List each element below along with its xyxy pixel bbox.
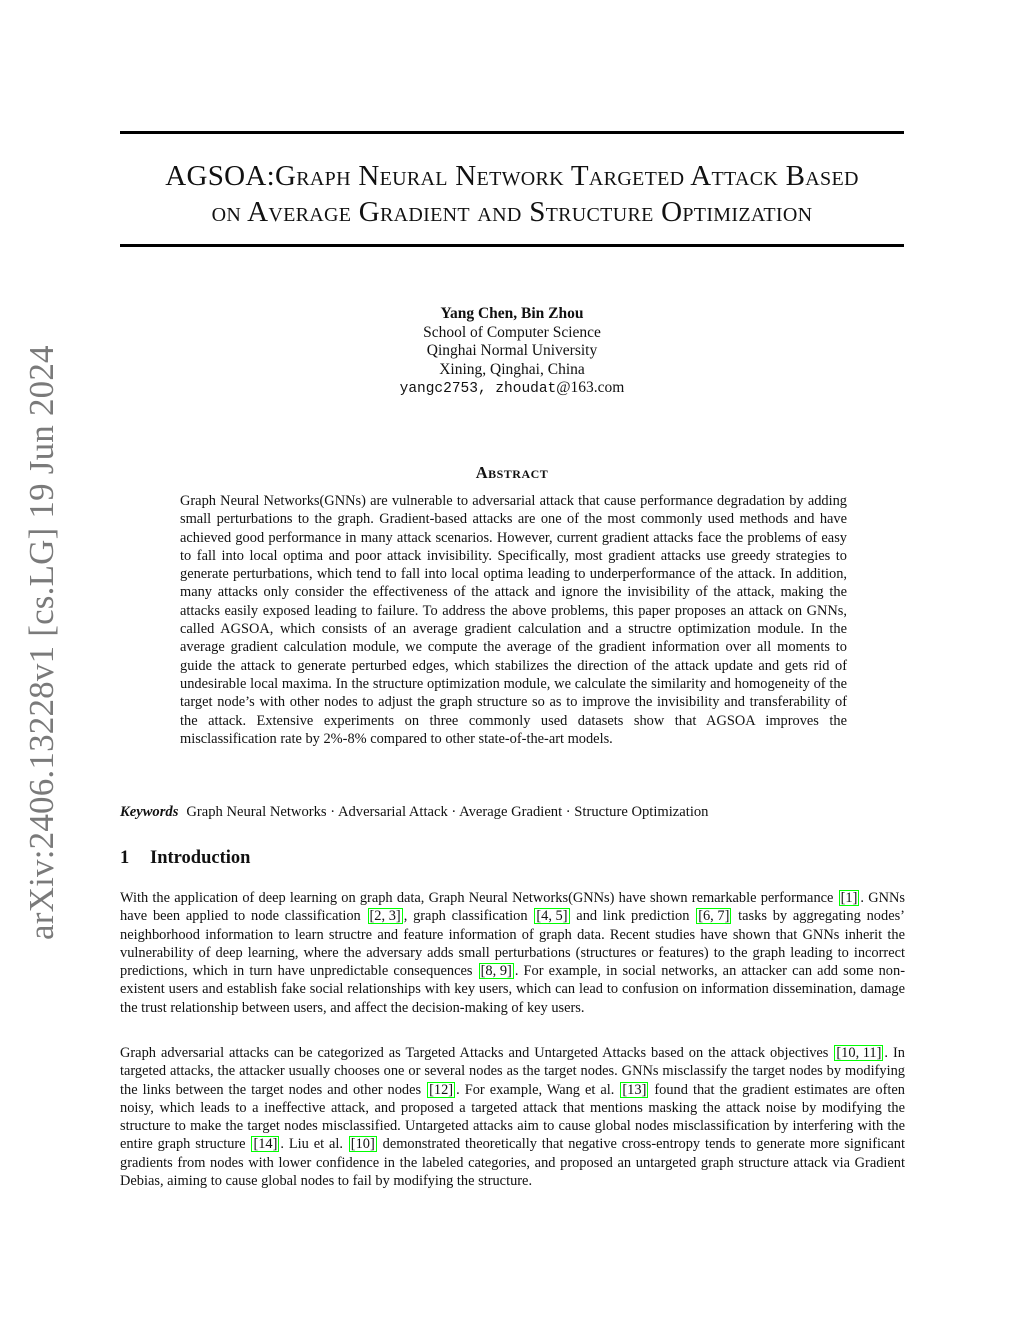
keywords-line (120, 803, 904, 821)
intro-paragraph-1: With the application of deep learning on graph data, Graph Neural Networks(GNNs) have shown remarkable performance [1] . GNNs have been applied to node classification [2, 3] , graph classification [4, 5] and link prediction [6, 7] tasks by aggregating nodes’ neighborhood information to learn structre and feature information of graph data. Recent studies have shown that GNNs inherit the vulnerability of deep learning, where the adversary adds small perturbations (structures or features) to the graph leading to incorrect predictions, which in turn have unpredictable consequences [8, 9] . For example, in social networks, an attacker can add some non-existent users and establish fake social relationships with key users, which can lead to confusion on information dissemination, damage the trust relationship between users, and affect the decision-making of key users. (120, 890, 905, 1016)
citation-link[interactable]: [8, 9] (480, 963, 512, 980)
citation-link[interactable]: [13] (622, 1081, 647, 1098)
arxiv-identifier[interactable]: arXiv:2406.13228v1 [cs.LG] 19 Jun 2024 (22, 345, 61, 940)
citation-link[interactable]: [4, 5] (536, 908, 568, 925)
citation-link[interactable]: [2, 3] (369, 908, 401, 925)
citation-link[interactable]: [1] (840, 890, 858, 906)
title-line-1: AGSOA:Graph Neural Network Targeted Attack Based (165, 160, 859, 192)
author-department: School of Computer Science (423, 323, 601, 341)
citation-link[interactable]: [10] (350, 1136, 375, 1153)
author-university: Qinghai Normal University (426, 342, 598, 359)
citation-link[interactable]: [10, 11] (836, 1045, 882, 1061)
section-heading-introduction (120, 848, 250, 869)
title-top-rule (120, 131, 904, 134)
section-number: 1 (120, 848, 130, 868)
intro-paragraph-2: Graph adversarial attacks can be categorized as Targeted Attacks and Untargeted Attacks based on the attack objectives [10, 11] . In targeted attacks, the attacker usually chooses one or several nodes as the target nodes. GNNs misclassify the target nodes by modifying the links between the target nodes and other nodes [12] . For example, Wang et al. [13] found that the gradient estimates are often noisy, which leads to a ineffective attack, and proposed a targeted attack that mentions masking the attack noise by modifying the structure to make the target nodes misclassified. Untargeted attacks aim to cause global nodes misclassification by interfering with the entire graph structure [14] . Liu et al. [10] demonstrated theoretically that negative cross-entropy tends to generate more significant gradients from nodes with lower confidence in the labeled categories, and proposed an untargeted graph structure attack via Gradient Debias, aiming to cause global nodes to fail by modifying the structure. (120, 1045, 905, 1190)
abstract-heading: Abstract (475, 463, 549, 482)
abstract-body: Graph Neural Networks(GNNs) are vulnerable to adversarial attack that cause performance degradation by adding small perturbations to the graph. Gradient-based attacks are one of the most commonly used methods and have achieved good performance in many attack scenarios. However, current gradient attacks face the problems of easy to fall into local optima and poor attack invisibility. Specifically, most gradient attacks use greedy strategies to generate perturbations, which tend to fall into local optima leading to underperformance of the attack. In addition, many attacks only consider the effectiveness of the attack and ignore the invisibility of the attack, making the attacks easily exposed leading to failure. To address the above problems, this paper proposes an attack on GNNs, called AGSOA, which consists of an average gradient calculation and a structre optimization module. In the average gradient calculation module, we compute the average of the gradient information over all moments to guide the attack to generate perturbed edges, which stabilizes the direction of the attack update and gets rid of undesirable local maxima. In the structure optimization module, we calculate the similarity and homogeneity of the target node’s with other nodes to adjust the graph structure so as to improve the invisibility and transferability of the attack. Extensive experiments on three commonly used datasets show that AGSOA improves the misclassification rate by 2%-8% compared to other state-of-the-art models. (180, 493, 847, 747)
author-location: Xining, Qinghai, China (439, 360, 585, 378)
keywords-label: Keywords (120, 804, 179, 820)
title-line-2: on Average Gradient and Structure Optimization (211, 196, 813, 228)
citation-link[interactable]: [14] (253, 1136, 278, 1153)
title-bottom-rule (120, 244, 904, 247)
paper-title (120, 158, 904, 230)
keywords-list: Graph Neural Networks · Adversarial Attack · Average Gradient · Structure Optimization (186, 804, 709, 820)
citation-link[interactable]: [12] (429, 1081, 454, 1098)
author-names: Yang Chen, Bin Zhou (440, 305, 584, 322)
citation-link[interactable]: [6, 7] (698, 908, 730, 925)
section-title: Introduction (150, 848, 251, 868)
author-block (312, 305, 712, 399)
author-email: yangc2753, zhoudat@163.com (399, 379, 625, 397)
